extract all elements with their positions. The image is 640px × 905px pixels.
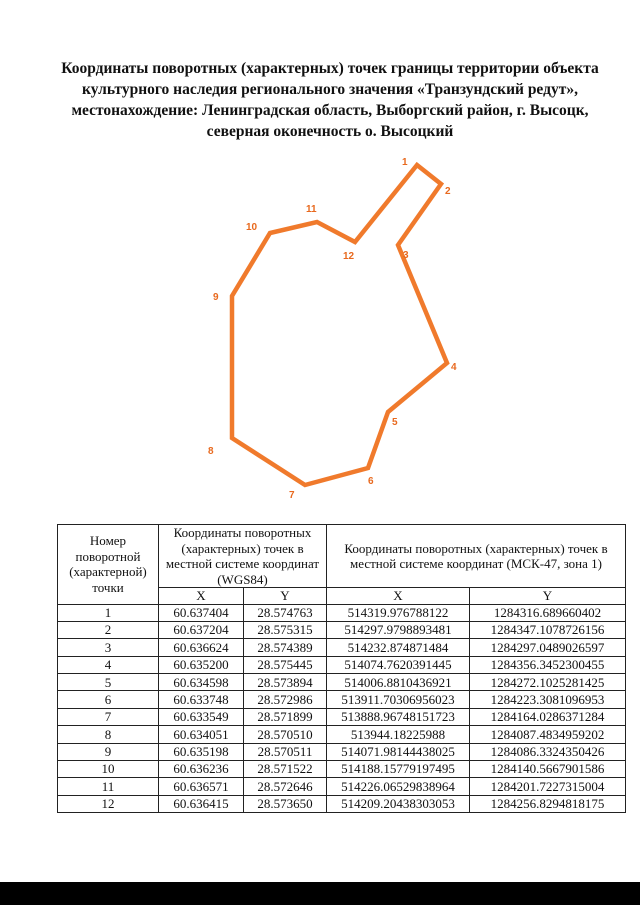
- point-label: 6: [368, 476, 374, 487]
- title-line: культурного наследия регионального значения «Транзундский редут»,: [82, 81, 578, 98]
- msk-x-cell: 514188.15779197495: [327, 761, 470, 778]
- wgs-y-cell: 28.571522: [244, 761, 327, 778]
- wgs-x-cell: 60.633549: [159, 708, 244, 725]
- table-row: [58, 778, 626, 795]
- msk-x-cell: 513888.96748151723: [327, 708, 470, 725]
- msk-x-cell: 513944.18225988: [327, 726, 470, 743]
- table-row: [58, 656, 626, 673]
- msk-y-cell: 1284087.4834959202: [470, 726, 626, 743]
- msk-y-cell: 1284201.7227315004: [470, 778, 626, 795]
- point-number: 12: [58, 795, 159, 812]
- point-label: 8: [208, 446, 214, 457]
- msk-y-cell: 1284164.0286371284: [470, 708, 626, 725]
- msk-x-cell: 514071.98144438025: [327, 743, 470, 760]
- header-wgs84: Координаты поворотных (характерных) точек в местной системе координат (WGS84): [159, 525, 327, 588]
- msk-y-cell: 1284316.689660402: [470, 604, 626, 621]
- msk-y-cell: 1284297.0489026597: [470, 639, 626, 656]
- coordinates-table: [57, 524, 626, 813]
- header-msk-y: Y: [470, 588, 626, 605]
- point-label: 9: [213, 292, 219, 303]
- header-point-number: Номер поворотной (характерной) точки: [58, 525, 159, 605]
- wgs-x-cell: 60.633748: [159, 691, 244, 708]
- boundary-outline: [232, 165, 447, 485]
- table-row: [58, 743, 626, 760]
- point-label: 4: [451, 362, 457, 373]
- table-row: [58, 708, 626, 725]
- header-wgs-y: Y: [244, 588, 327, 605]
- wgs-y-cell: 28.575315: [244, 621, 327, 638]
- table-row: [58, 604, 626, 621]
- point-number: 2: [58, 621, 159, 638]
- point-number: 10: [58, 761, 159, 778]
- wgs-x-cell: 60.636236: [159, 761, 244, 778]
- msk-y-cell: 1284356.3452300455: [470, 656, 626, 673]
- msk-y-cell: 1284272.1025281425: [470, 674, 626, 691]
- msk-y-cell: 1284256.8294818175: [470, 795, 626, 812]
- table-row: [58, 674, 626, 691]
- msk-x-cell: 514319.976788122: [327, 604, 470, 621]
- point-number: 3: [58, 639, 159, 656]
- point-number: 8: [58, 726, 159, 743]
- point-number: 4: [58, 656, 159, 673]
- wgs-y-cell: 28.574763: [244, 604, 327, 621]
- table-row: [58, 726, 626, 743]
- wgs-x-cell: 60.637404: [159, 604, 244, 621]
- table-row: [58, 639, 626, 656]
- msk-x-cell: 514297.9798893481: [327, 621, 470, 638]
- scan-bottom-edge: [0, 882, 640, 905]
- wgs-x-cell: 60.636415: [159, 795, 244, 812]
- msk-x-cell: 514209.20438303053: [327, 795, 470, 812]
- table-row: [58, 691, 626, 708]
- wgs-x-cell: 60.635200: [159, 656, 244, 673]
- point-label: 1: [402, 157, 408, 168]
- title-line: северная оконечность о. Высоцкий: [206, 123, 454, 140]
- wgs-x-cell: 60.634051: [159, 726, 244, 743]
- msk-y-cell: 1284086.3324350426: [470, 743, 626, 760]
- msk-x-cell: 514006.8810436921: [327, 674, 470, 691]
- wgs-y-cell: 28.573894: [244, 674, 327, 691]
- point-label: 7: [289, 490, 295, 501]
- header-msk47: Координаты поворотных (характерных) точек в местной системе координат (МСК-47, зона 1): [327, 525, 626, 588]
- table-row: [58, 761, 626, 778]
- point-label: 2: [445, 186, 451, 197]
- point-label: 11: [306, 204, 317, 215]
- point-number: 5: [58, 674, 159, 691]
- header-wgs-x: X: [159, 588, 244, 605]
- msk-x-cell: 514226.06529838964: [327, 778, 470, 795]
- point-number: 9: [58, 743, 159, 760]
- table-row: [58, 795, 626, 812]
- point-number: 6: [58, 691, 159, 708]
- wgs-y-cell: 28.574389: [244, 639, 327, 656]
- point-label: 3: [403, 250, 409, 261]
- wgs-y-cell: 28.573650: [244, 795, 327, 812]
- wgs-x-cell: 60.637204: [159, 621, 244, 638]
- point-number: 11: [58, 778, 159, 795]
- msk-y-cell: 1284223.3081096953: [470, 691, 626, 708]
- msk-x-cell: 514074.7620391445: [327, 656, 470, 673]
- wgs-y-cell: 28.572646: [244, 778, 327, 795]
- wgs-y-cell: 28.570511: [244, 743, 327, 760]
- point-label: 12: [343, 251, 355, 262]
- title-line: Координаты поворотных (характерных) точек границы территории объекта: [61, 60, 599, 77]
- msk-y-cell: 1284347.1078726156: [470, 621, 626, 638]
- wgs-x-cell: 60.636624: [159, 639, 244, 656]
- wgs-x-cell: 60.635198: [159, 743, 244, 760]
- wgs-y-cell: 28.571899: [244, 708, 327, 725]
- msk-y-cell: 1284140.5667901586: [470, 761, 626, 778]
- wgs-y-cell: 28.572986: [244, 691, 327, 708]
- msk-x-cell: 514232.874871484: [327, 639, 470, 656]
- wgs-x-cell: 60.636571: [159, 778, 244, 795]
- table-row: [58, 621, 626, 638]
- wgs-y-cell: 28.570510: [244, 726, 327, 743]
- wgs-y-cell: 28.575445: [244, 656, 327, 673]
- point-label: 10: [246, 222, 258, 233]
- msk-x-cell: 513911.70306956023: [327, 691, 470, 708]
- point-label: 5: [392, 417, 398, 428]
- wgs-x-cell: 60.634598: [159, 674, 244, 691]
- point-number: 1: [58, 604, 159, 621]
- header-msk-x: X: [327, 588, 470, 605]
- point-number: 7: [58, 708, 159, 725]
- title-line: местонахождение: Ленинградская область, Выборгский район, г. Высоцк,: [71, 102, 589, 119]
